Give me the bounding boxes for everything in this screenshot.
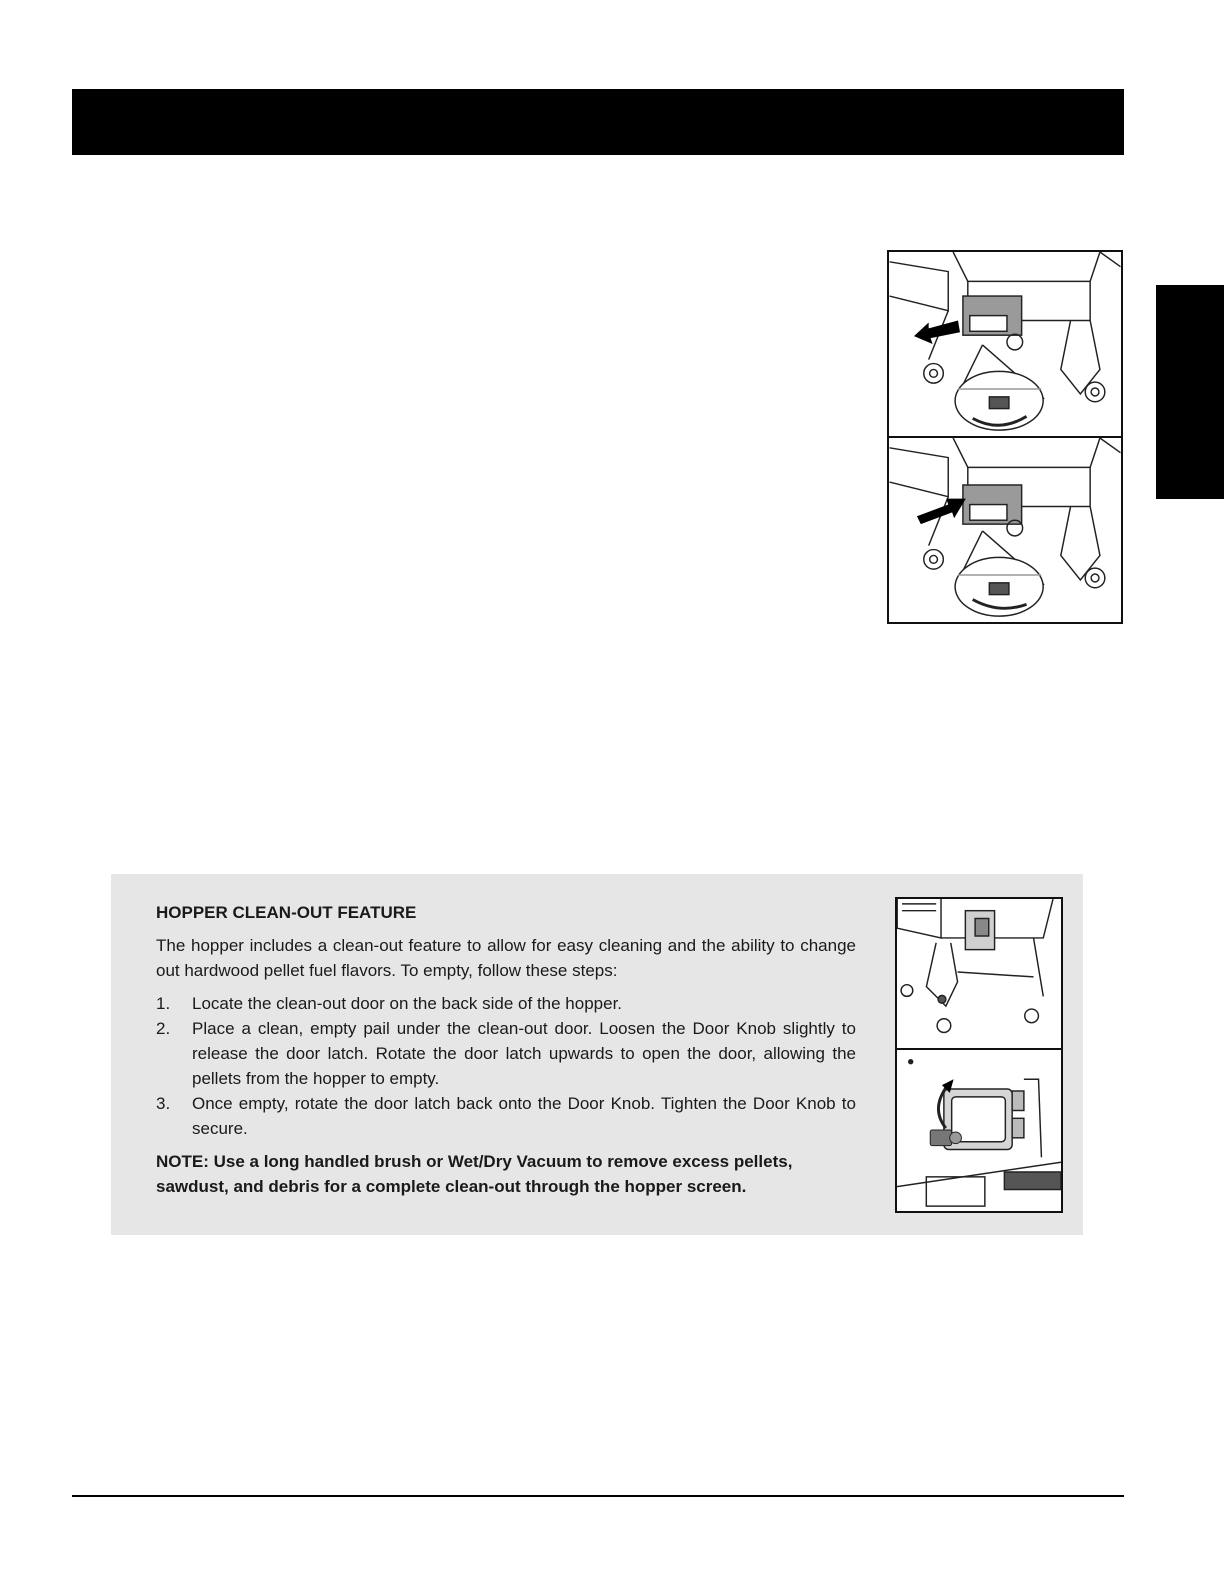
ash-cup-install-figure (887, 436, 1123, 624)
footer-rule (72, 1495, 1124, 1497)
hopper-back-figure (895, 897, 1063, 1050)
hopper-clean-out-note (111, 874, 1083, 1235)
step-number: 1. (156, 994, 171, 1013)
note-text-block (156, 900, 856, 1199)
ash-cup-install-illustration (889, 438, 1121, 622)
hopper-door-open-illustration (897, 1050, 1061, 1211)
step-text: Locate the clean-out door on the back side of the hopper. (192, 994, 623, 1013)
step-number: 2. (156, 1019, 171, 1038)
step-item (156, 991, 856, 1016)
hopper-back-illustration (897, 899, 1061, 1048)
step-item (156, 1091, 856, 1141)
steps-list (156, 991, 856, 1141)
note-tip: NOTE: Use a long handled brush or Wet/Dry Vacuum to remove excess pellets, sawdust, and debris for a complete clean-out through the hopper screen. (156, 1152, 793, 1196)
step-text: Once empty, rotate the door latch back onto the Door Knob. Tighten the Door Knob to secure. (192, 1094, 856, 1138)
ash-cup-removal-figure (887, 250, 1123, 438)
step-item (156, 1016, 856, 1091)
side-language-tab (1156, 285, 1224, 499)
section-header-bar (72, 89, 1124, 155)
note-heading: HOPPER CLEAN-OUT FEATURE (156, 903, 417, 922)
step-number: 3. (156, 1094, 171, 1113)
step-text: Place a clean, empty pail under the clean-out door. Loosen the Door Knob slightly to release the door latch. Rotate the door latch upwards to open the door, allowing the pellets from the hopper to empty. (192, 1019, 856, 1088)
hopper-door-figure (895, 1048, 1063, 1213)
note-intro: The hopper includes a clean-out feature to allow for easy cleaning and the ability to change out hardwood pellet fuel flavors. To empty, follow these steps: (156, 936, 856, 980)
ash-cup-removal-illustration (889, 252, 1121, 436)
